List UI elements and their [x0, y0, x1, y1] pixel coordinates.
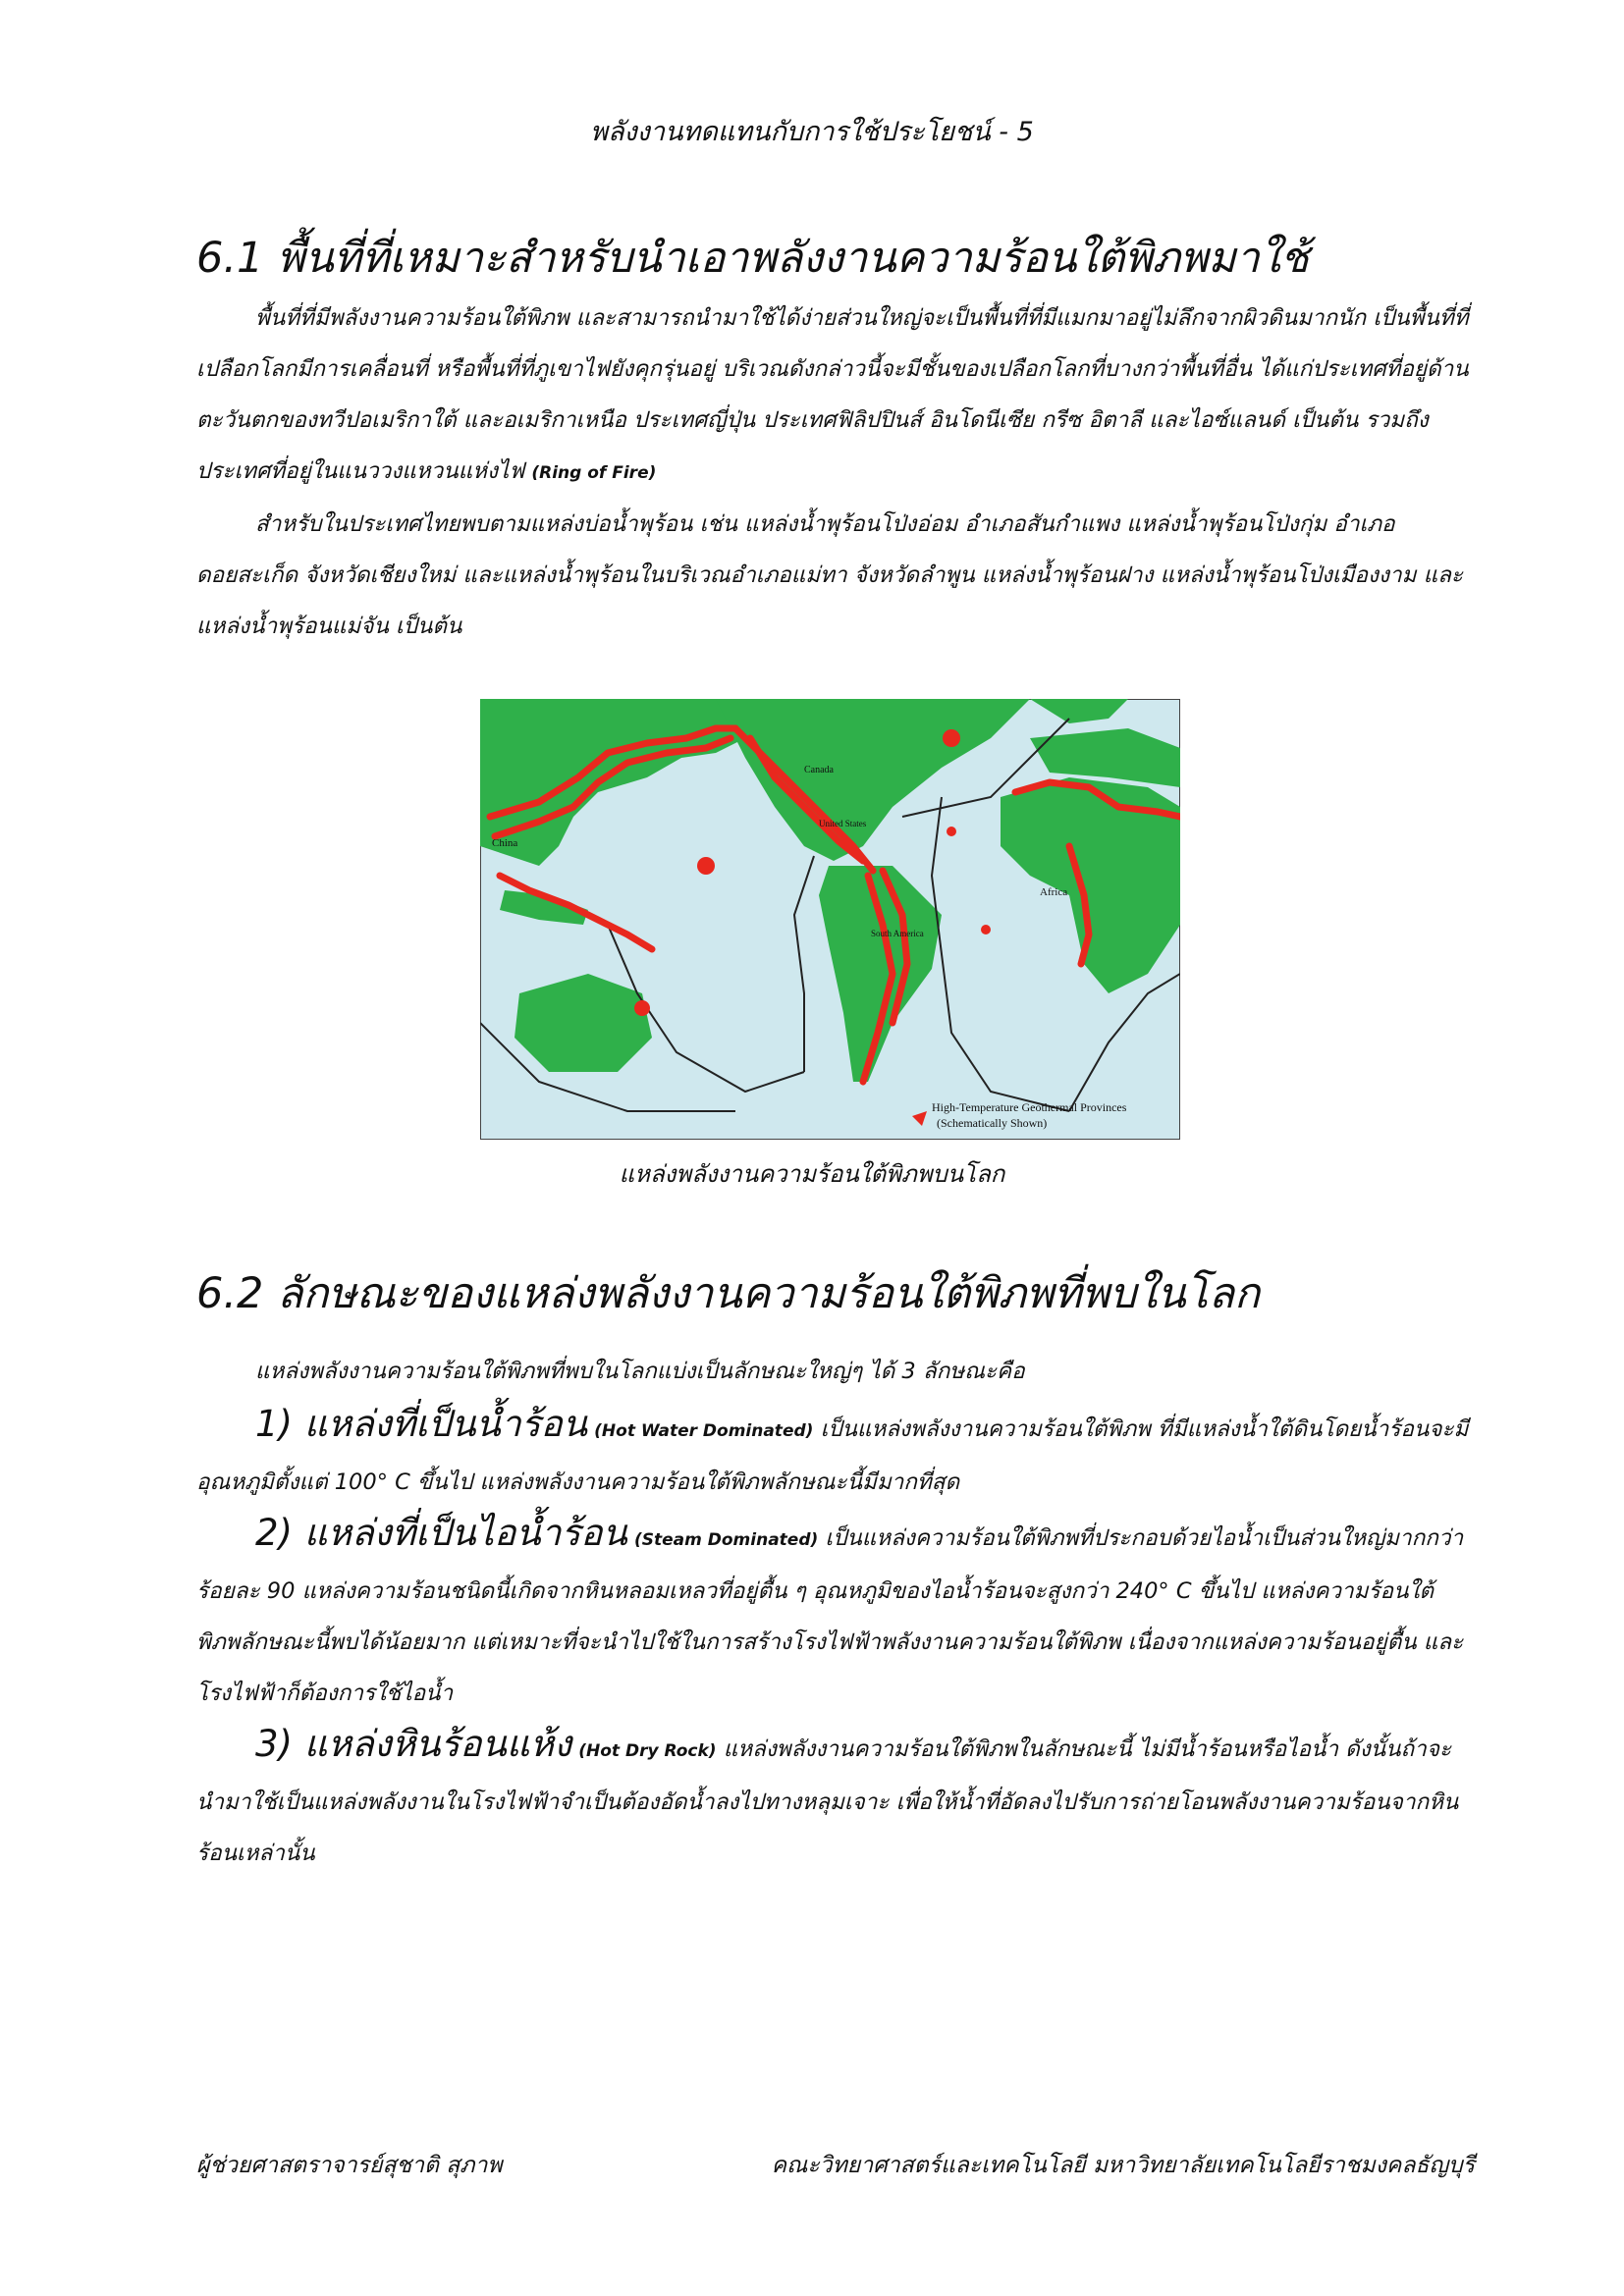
item-heading: 2) แหล่งที่เป็นไอน้ำร้อน	[255, 1512, 627, 1554]
label-canada: Canada	[804, 765, 834, 775]
world-map-graphic	[480, 699, 1180, 1140]
azores-hotspot	[947, 827, 956, 836]
section-intro: แหล่งพลังงานความร้อนใต้พิภพที่พบในโลกแบ่งเป็นลักษณะใหญ่ๆ ได้ 3 ลักษณะคือ	[255, 1359, 1025, 1384]
item-heading: 3) แหล่งหินร้อนแห้ง	[255, 1723, 572, 1765]
label-africa: Africa	[1040, 886, 1068, 898]
item-heading: 1) แหล่งที่เป็นน้ำร้อน	[255, 1403, 587, 1445]
section-6-1-body	[196, 293, 1473, 652]
page-header: พลังงานทดแทนกับการใช้ประโยชน์ - 5	[590, 117, 1034, 147]
new-zealand-hotspot	[634, 1000, 650, 1016]
list-item	[196, 1399, 1473, 1508]
paragraph-text: พื้นที่ที่มีพลังงานความร้อนใต้พิภพ และสามารถนำมาใช้ได้ง่ายส่วนใหญ่จะเป็นพื้นที่ที่มีแมกมาอยู่ไม่ลึกจากผิวดินมากนัก เป็นพื้นที่ที่เปลือกโลกมีการเคลื่อนที่ หรือพื้นที่ที่ภูเขาไฟยังคุกรุ่นอยู่ บริเวณดังกล่าวนี้จะมีชั้นของเปลือกโลกที่บางกว่าพื้นที่อื่น ได้แก่ประเทศที่อยู่ด้านตะวันตกของทวีปอเมริกาใต้ และอเมริกาเหนือ ประเทศญี่ปุ่น ประเทศฟิลิปปินส์ อินโดนีเซีย กรีซ อิตาลี และไอซ์แลนด์ เป็นต้น รวมถึงประเทศที่อยู่ในแนววงแหวนแห่งไฟ	[196, 305, 1469, 484]
item-text: เป็นแหล่งความร้อนใต้พิภพที่ประกอบด้วยไอน้ำเป็นส่วนใหญ่มากกว่าร้อยละ 90 แหล่งความร้อนชนิดนี้เกิดจากหินหลอมเหลวที่อยู่ตื้น ๆ อุณหภูมิของไอน้ำร้อนจะสูงกว่า 240° C ขึ้นไป แหล่งความร้อนใต้พิภพลักษณะนี้พบได้น้อยมาก แต่เหมาะที่จะนำไปใช้ในการสร้างโรงไฟฟ้าพลังงานความร้อนใต้พิภพ เนื่องจากแหล่งความร้อนอยู่ตื้น และโรงไฟฟ้าก็ต้องการใช้ไอน้ำ	[196, 1525, 1464, 1706]
legend-label: High-Temperature Geothermal Provinces	[932, 1100, 1127, 1114]
footer-faculty: คณะวิทยาศาสตร์และเทคโนโลยี มหาวิทยาลัยเทคโนโลยีราชมงคลธัญบุรี	[771, 2153, 1475, 2178]
section-6-1-title: 6.1 พื้นที่ที่เหมาะสำหรับนำเอาพลังงานความร้อนใต้พิภพมาใช้	[196, 234, 1310, 283]
label-china: China	[492, 837, 518, 849]
legend-note: (Schematically Shown)	[937, 1116, 1048, 1130]
item-english-term: (Hot Water Dominated)	[594, 1421, 814, 1441]
hawaii-hotspot	[697, 857, 715, 875]
list-item	[196, 1508, 1473, 1719]
item-text: เป็นแหล่งพลังงานความร้อนใต้พิภพ ที่มีแหล่งน้ำใต้ดินโดยน้ำร้อนจะมีอุณหภูมิตั้งแต่ 100° C ขึ้นไป แหล่งพลังงานความร้อนใต้พิภพลักษณะนี้มีมากที่สุด	[196, 1416, 1469, 1495]
list-item	[196, 1719, 1473, 1879]
item-text: แหล่งพลังงานความร้อนใต้พิภพในลักษณะนี้ ไม่มีน้ำร้อนหรือไอน้ำ ดังนั้นถ้าจะนำมาใช้เป็นแหล่งพลังงานในโรงไฟฟ้าจำเป็นต้องอัดน้ำลงไปทางหลุมเจาะ เพื่อให้น้ำที่อัดลงไปรับการถ่ายโอนพลังงานความร้อนจากหินร้อนเหล่านั้น	[196, 1736, 1459, 1866]
paragraph	[196, 293, 1473, 499]
paragraph: สำหรับในประเทศไทยพบตามแหล่งบ่อน้ำพุร้อน เช่น แหล่งน้ำพุร้อนโป่งอ่อม อำเภอสันกำแพง แหล่งน้ำพุร้อนโป่งกุ่ม อำเภอดอยสะเก็ด จังหวัดเชียงใหม่ และแหล่งน้ำพุร้อนในบริเวณอำเภอแม่ทา จังหวัดลำพูน แหล่งน้ำพุร้อนฝาง แหล่งน้ำพุร้อนโป่งเมืองงาม และ แหล่งน้ำพุร้อนแม่จัน เป็นต้น	[196, 511, 1463, 639]
section-6-2-title: 6.2 ลักษณะของแหล่งพลังงานความร้อนใต้พิภพที่พบในโลก	[196, 1269, 1261, 1318]
geothermal-world-map	[480, 699, 1180, 1140]
atlantic-hotspot	[981, 925, 991, 934]
label-south-america: South America	[871, 929, 924, 938]
ring-of-fire-term: (Ring of Fire)	[531, 463, 657, 483]
figure-caption: แหล่งพลังงานความร้อนใต้พิภพบนโลก	[619, 1160, 1005, 1188]
section-6-2-body	[196, 1350, 1473, 1879]
label-united-states: United States	[819, 819, 867, 828]
item-english-term: (Hot Dry Rock)	[578, 1741, 717, 1761]
item-english-term: (Steam Dominated)	[633, 1530, 819, 1550]
iceland-hotspot	[943, 729, 960, 747]
footer-author: ผู้ช่วยศาสตราจารย์สุชาติ สุภาพ	[196, 2153, 503, 2178]
